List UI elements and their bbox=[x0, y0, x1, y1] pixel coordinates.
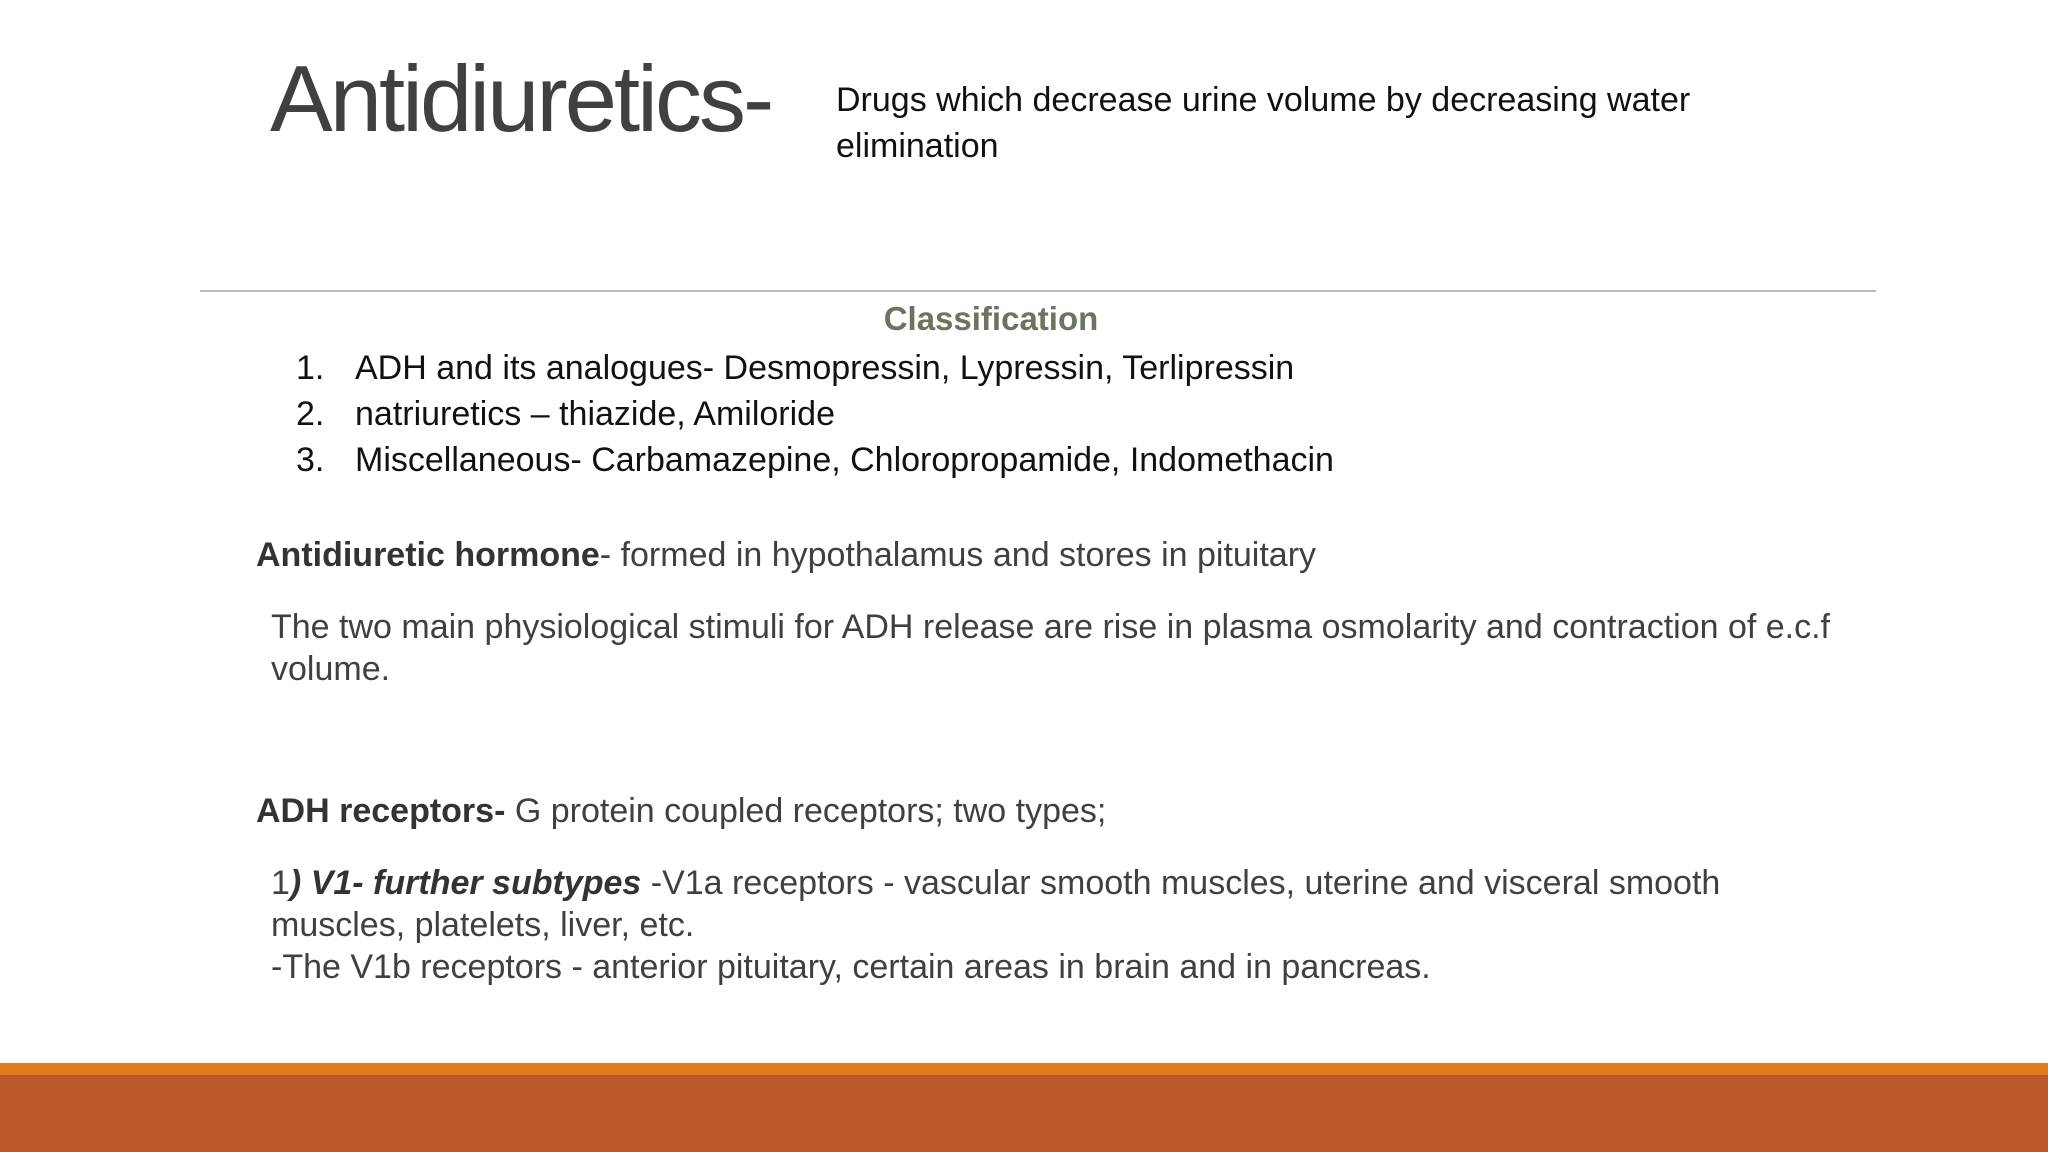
footer-bar bbox=[0, 1075, 2048, 1152]
hormone-term: Antidiuretic hormone bbox=[256, 536, 600, 574]
list-item-text: ADH and its analogues- Desmopressin, Lypressin, Terlipressin bbox=[355, 349, 1295, 387]
list-item-number: 2. bbox=[296, 395, 325, 433]
list-item bbox=[296, 345, 1334, 391]
hormone-description: - formed in hypothalamus and stores in pituitary bbox=[599, 536, 1317, 574]
v1-description: -V1a receptors - vascular smooth muscles, uterine and visceral smooth muscles, platelets, liver, etc. bbox=[271, 864, 1721, 944]
list-item-text: Miscellaneous- Carbamazepine, Chloropropamide, Indomethacin bbox=[355, 441, 1334, 479]
receptors-term: ADH receptors- bbox=[256, 792, 506, 830]
list-item bbox=[296, 391, 1334, 437]
receptors-paragraph bbox=[256, 790, 1106, 832]
receptors-description: G protein coupled receptors; two types; bbox=[505, 792, 1107, 830]
v1-prefix: 1 bbox=[271, 864, 290, 902]
classification-list bbox=[296, 345, 1334, 483]
v1-paragraph bbox=[271, 862, 1831, 946]
slide-subtitle: Drugs which decrease urine volume by decreasing water elimination bbox=[836, 81, 1691, 165]
list-item-text: natriuretics – thiazide, Amiloride bbox=[355, 395, 836, 433]
v1-term: ) V1- further subtypes bbox=[289, 864, 642, 902]
list-item bbox=[296, 437, 1334, 483]
footer-accent-line bbox=[0, 1063, 2048, 1075]
classification-heading: Classification bbox=[883, 300, 1099, 337]
v1b-paragraph: -The V1b receptors - anterior pituitary, certain areas in brain and in pancreas. bbox=[271, 948, 1431, 986]
hormone-paragraph bbox=[256, 534, 1316, 576]
title-divider bbox=[200, 290, 1876, 292]
stimuli-paragraph: The two main physiological stimuli for ADH release are rise in plasma osmolarity and contraction of e.c.f volume. bbox=[271, 608, 1831, 688]
slide-title: Antidiuretics- bbox=[270, 46, 772, 151]
list-item-number: 1. bbox=[296, 349, 325, 387]
list-item-number: 3. bbox=[296, 441, 325, 479]
